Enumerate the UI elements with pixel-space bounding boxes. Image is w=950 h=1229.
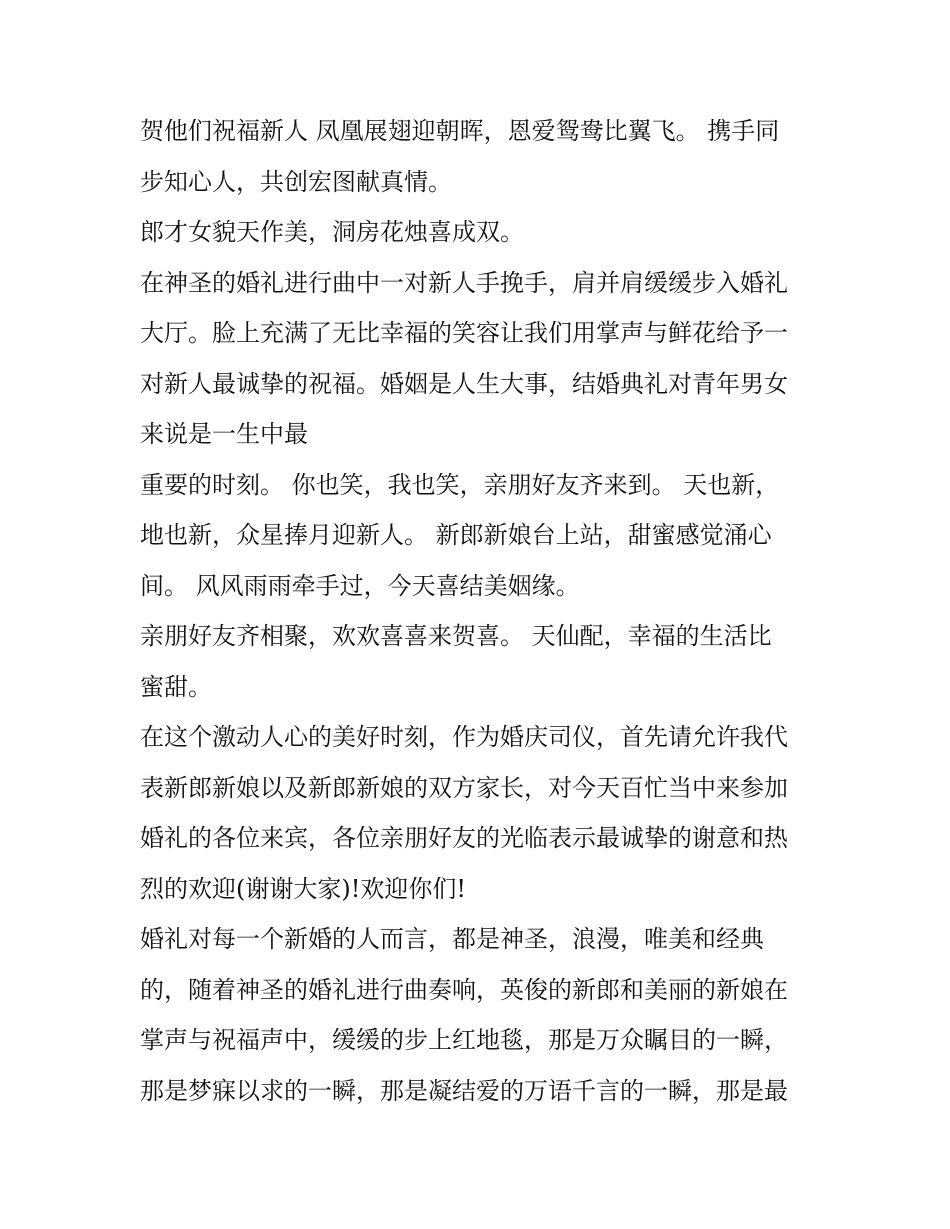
text-line: 间。 风风雨雨牵手过，今天喜结美姻缘。 (140, 571, 580, 600)
text-line: 掌声与祝福声中，缓缓的步上红地毯，那是万众瞩目的一瞬， (140, 1026, 788, 1054)
text-line: 大厅。脸上充满了无比幸福的笑容让我们用掌声与鲜花给予一 (140, 319, 788, 347)
text-line: 在神圣的婚礼进行曲中一对新人手挽手，肩并肩缓缓步入婚礼 (140, 268, 788, 297)
text-line: 郎才女貌天作美，洞房花烛喜成双。 (140, 218, 524, 246)
text-line: 烈的欢迎(谢谢大家)!欢迎你们! (140, 874, 467, 903)
text-line: 步知心人，共创宏图献真情。 (140, 167, 452, 196)
text-line: 贺他们祝福新人 凤凰展翅迎朝晖，恩爱鸳鸯比翼飞。 携手同 (140, 117, 780, 145)
text-line: 在这个激动人心的美好时刻，作为婚庆司仪，首先请允许我代 (140, 723, 788, 751)
text-line: 对新人最诚挚的祝福。婚姻是人生大事，结婚典礼对青年男女 (140, 369, 788, 398)
text-line: 的，随着神圣的婚礼进行曲奏响，英俊的新郎和美丽的新娘在 (140, 975, 788, 1004)
text-line: 亲朋好友齐相聚，欢欢喜喜来贺喜。 天仙配，幸福的生活比 (140, 622, 772, 650)
text-line: 重要的时刻。 你也笑，我也笑，亲朋好友齐来到。 天也新， (140, 470, 780, 499)
document-body (140, 106, 820, 1116)
text-line: 地也新，众星捧月迎新人。 新郎新娘台上站，甜蜜感觉涌心 (140, 521, 772, 549)
text-line: 婚礼对每一个新婚的人而言，都是神圣，浪漫，唯美和经典 (140, 925, 764, 953)
text-line: 来说是一生中最 (140, 420, 308, 448)
text-line: 蜜甜。 (140, 672, 212, 701)
text-line: 表新郎新娘以及新郎新娘的双方家长，对今天百忙当中来参加 (140, 773, 788, 802)
text-line: 那是梦寐以求的一瞬，那是凝结爱的万语千言的一瞬，那是最 (140, 1076, 788, 1105)
text-line: 婚礼的各位来宾，各位亲朋好友的光临表示最诚挚的谢意和热 (140, 824, 788, 852)
